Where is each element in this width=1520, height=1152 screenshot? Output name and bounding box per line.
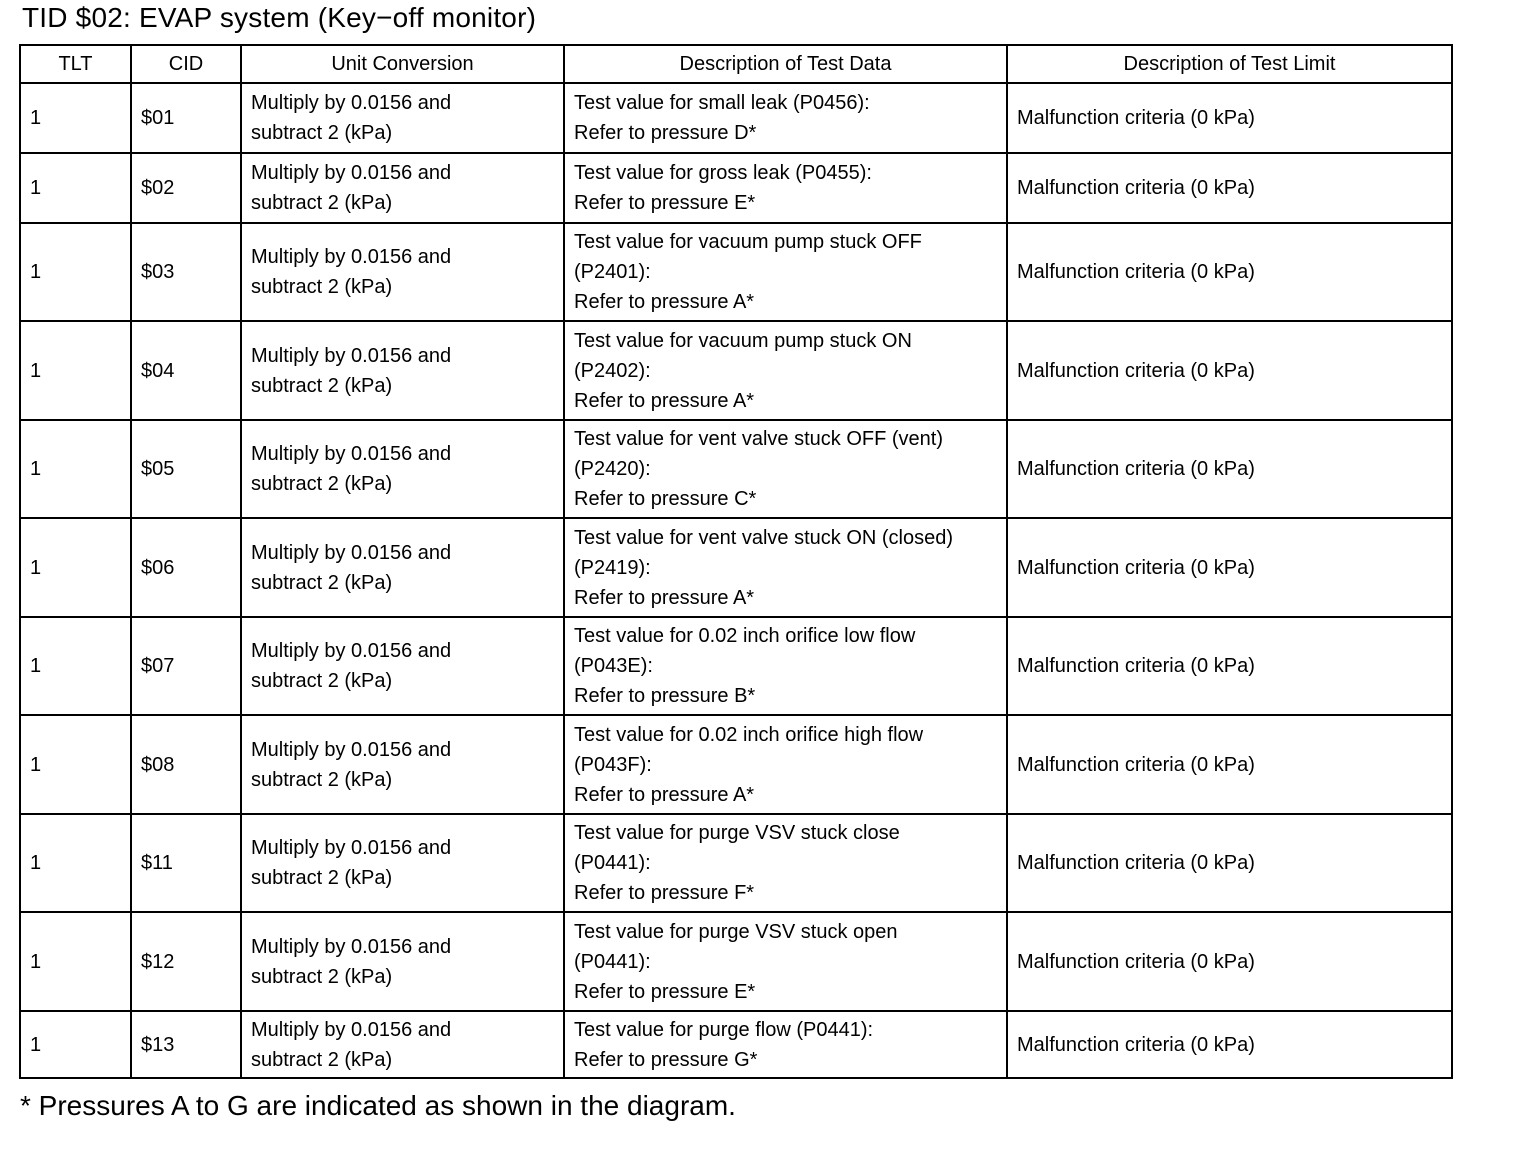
cell-tlt: 1 [20, 153, 131, 223]
cell-test-data-line: (P2419): [574, 556, 651, 579]
cell-unit-conversion-line: Multiply by 0.0156 and [251, 246, 452, 268]
cell-tlt: 1 [20, 814, 131, 912]
cell-cid: $01 [131, 83, 241, 153]
cell-unit-conversion [241, 1011, 564, 1078]
cell-test-data-line: Refer to pressure C* [574, 488, 757, 510]
cell-cid: $12 [131, 912, 241, 1011]
cell-tlt: 1 [20, 83, 131, 153]
header-tlt: TLT [20, 45, 131, 83]
cell-test-data-line: Test value for vacuum pump stuck ON [574, 329, 912, 352]
cell-unit-conversion-line: subtract 2 (kPa) [251, 1048, 393, 1071]
cell-tlt: 1 [20, 715, 131, 814]
cell-test-data-line: Refer to pressure A* [574, 291, 755, 313]
table-row [20, 518, 1452, 617]
cell-test-data-line: Refer to pressure D* [574, 122, 757, 144]
cell-unit-conversion [241, 83, 564, 153]
cell-test-data [564, 223, 1007, 321]
cell-test-data [564, 912, 1007, 1011]
cell-unit-conversion [241, 223, 564, 321]
cell-test-limit: Malfunction criteria (0 kPa) [1007, 1011, 1452, 1078]
footnote: * Pressures A to G are indicated as shown in the diagram. [20, 1090, 736, 1121]
cell-test-data [564, 715, 1007, 814]
page-title: TID $02: EVAP system (Key−off monitor) [22, 2, 537, 33]
cell-tlt: 1 [20, 420, 131, 518]
cell-test-limit: Malfunction criteria (0 kPa) [1007, 814, 1452, 912]
cell-test-data-line: Test value for vent valve stuck OFF (vent) [574, 428, 944, 450]
table-row [20, 420, 1452, 518]
table-row [20, 715, 1452, 814]
cell-cid: $03 [131, 223, 241, 321]
cell-test-data [564, 83, 1007, 153]
cell-test-data-line: Refer to pressure A* [574, 389, 755, 412]
cell-unit-conversion [241, 617, 564, 715]
cell-test-data [564, 814, 1007, 912]
cell-cid: $04 [131, 321, 241, 420]
cell-tlt: 1 [20, 1011, 131, 1078]
cell-test-data-line: (P2402): [574, 359, 651, 382]
cell-unit-conversion-line: subtract 2 (kPa) [251, 374, 393, 397]
table-row [20, 223, 1452, 321]
cell-unit-conversion-line: subtract 2 (kPa) [251, 965, 393, 988]
cell-test-data [564, 321, 1007, 420]
cell-unit-conversion-line: Multiply by 0.0156 and [251, 541, 452, 564]
header-test-data: Description of Test Data [564, 45, 1007, 83]
cell-unit-conversion-line: Multiply by 0.0156 and [251, 738, 452, 761]
cell-tlt: 1 [20, 617, 131, 715]
cell-unit-conversion [241, 518, 564, 617]
cell-cid: $02 [131, 153, 241, 223]
cell-test-data-line: Refer to pressure F* [574, 882, 755, 904]
cell-unit-conversion [241, 814, 564, 912]
header-test-limit: Description of Test Limit [1007, 45, 1452, 83]
tid-table [19, 44, 1453, 1079]
table-row [20, 912, 1452, 1011]
cell-test-data-line: Refer to pressure G* [574, 1048, 758, 1071]
cell-cid: $11 [131, 814, 241, 912]
cell-test-data-line: Test value for 0.02 inch orifice low flow [574, 625, 916, 647]
cell-test-limit: Malfunction criteria (0 kPa) [1007, 420, 1452, 518]
cell-unit-conversion-line: Multiply by 0.0156 and [251, 443, 452, 465]
table-row [20, 617, 1452, 715]
cell-tlt: 1 [20, 912, 131, 1011]
cell-test-data-line: Test value for gross leak (P0455): [574, 162, 872, 184]
cell-unit-conversion [241, 321, 564, 420]
cell-unit-conversion-line: Multiply by 0.0156 and [251, 935, 452, 958]
cell-unit-conversion-line: subtract 2 (kPa) [251, 192, 393, 214]
cell-test-data-line: Test value for purge VSV stuck open [574, 920, 898, 943]
cell-cid: $05 [131, 420, 241, 518]
cell-unit-conversion-line: Multiply by 0.0156 and [251, 162, 452, 184]
cell-cid: $07 [131, 617, 241, 715]
cell-cid: $13 [131, 1011, 241, 1078]
cell-test-limit: Malfunction criteria (0 kPa) [1007, 715, 1452, 814]
cell-test-limit: Malfunction criteria (0 kPa) [1007, 83, 1452, 153]
cell-unit-conversion-line: Multiply by 0.0156 and [251, 1018, 452, 1041]
cell-test-data-line: Refer to pressure A* [574, 783, 755, 806]
cell-unit-conversion-line: Multiply by 0.0156 and [251, 837, 452, 859]
cell-test-data-line: (P0441): [574, 950, 651, 973]
cell-unit-conversion-line: subtract 2 (kPa) [251, 122, 393, 144]
cell-unit-conversion-line: subtract 2 (kPa) [251, 768, 393, 791]
cell-unit-conversion [241, 912, 564, 1011]
cell-test-data-line: Refer to pressure A* [574, 586, 755, 609]
cell-test-data-line: Refer to pressure B* [574, 685, 756, 707]
cell-test-data-line: Test value for small leak (P0456): [574, 92, 870, 114]
cell-test-data-line: (P043E): [574, 655, 653, 677]
cell-test-data [564, 153, 1007, 223]
cell-unit-conversion [241, 420, 564, 518]
cell-test-data [564, 420, 1007, 518]
table-row [20, 1011, 1452, 1078]
cell-tlt: 1 [20, 518, 131, 617]
cell-unit-conversion-line: Multiply by 0.0156 and [251, 344, 452, 367]
cell-test-data-line: (P043F): [574, 753, 652, 776]
cell-unit-conversion-line: subtract 2 (kPa) [251, 276, 393, 298]
table-row [20, 321, 1452, 420]
cell-unit-conversion [241, 715, 564, 814]
cell-test-data-line: Refer to pressure E* [574, 192, 756, 214]
cell-test-limit: Malfunction criteria (0 kPa) [1007, 321, 1452, 420]
table-row [20, 814, 1452, 912]
table-header-row [20, 45, 1452, 83]
cell-test-data [564, 518, 1007, 617]
cell-test-data-line: (P2420): [574, 458, 651, 480]
cell-test-limit: Malfunction criteria (0 kPa) [1007, 912, 1452, 1011]
cell-test-limit: Malfunction criteria (0 kPa) [1007, 518, 1452, 617]
table-row [20, 83, 1452, 153]
cell-unit-conversion-line: Multiply by 0.0156 and [251, 640, 452, 662]
cell-cid: $06 [131, 518, 241, 617]
cell-unit-conversion-line: subtract 2 (kPa) [251, 670, 393, 692]
cell-test-data-line: Refer to pressure E* [574, 980, 756, 1003]
cell-test-data-line: Test value for vacuum pump stuck OFF [574, 231, 922, 253]
cell-test-data-line: (P2401): [574, 261, 651, 283]
table-row [20, 153, 1452, 223]
cell-test-data-line: Test value for vent valve stuck ON (closed) [574, 526, 954, 549]
cell-test-data-line: Test value for 0.02 inch orifice high flow [574, 723, 924, 746]
cell-test-data [564, 1011, 1007, 1078]
cell-unit-conversion-line: subtract 2 (kPa) [251, 867, 393, 889]
cell-cid: $08 [131, 715, 241, 814]
cell-test-limit: Malfunction criteria (0 kPa) [1007, 617, 1452, 715]
cell-test-data-line: Test value for purge flow (P0441): [574, 1018, 874, 1041]
cell-test-data-line: Test value for purge VSV stuck close [574, 822, 900, 844]
header-unit-conversion: Unit Conversion [241, 45, 564, 83]
cell-test-data-line: (P0441): [574, 852, 651, 874]
cell-unit-conversion-line: subtract 2 (kPa) [251, 473, 393, 495]
cell-test-data [564, 617, 1007, 715]
cell-unit-conversion-line: Multiply by 0.0156 and [251, 92, 452, 114]
cell-test-limit: Malfunction criteria (0 kPa) [1007, 153, 1452, 223]
cell-test-limit: Malfunction criteria (0 kPa) [1007, 223, 1452, 321]
cell-unit-conversion [241, 153, 564, 223]
cell-tlt: 1 [20, 321, 131, 420]
header-cid: CID [131, 45, 241, 83]
cell-unit-conversion-line: subtract 2 (kPa) [251, 571, 393, 594]
cell-tlt: 1 [20, 223, 131, 321]
